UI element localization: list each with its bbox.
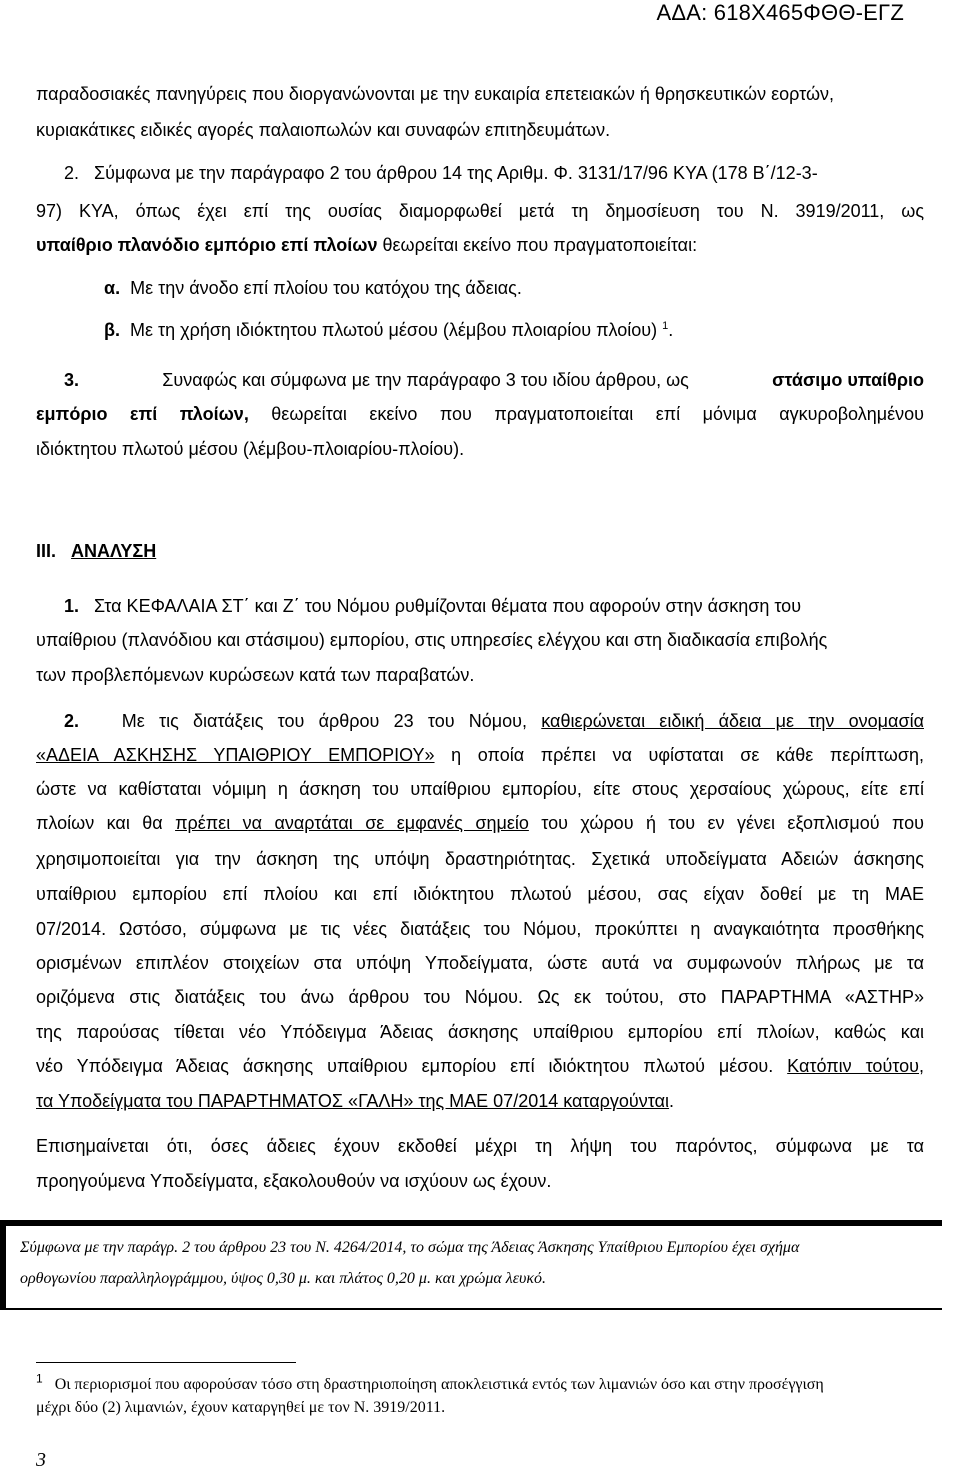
- section-heading: III. ΑΝΑΛΥΣΗ: [36, 541, 157, 561]
- item-3-line-3: ιδιόκτητου πλωτού μέσου (λέμβου-πλοιαρίου-πλοίου).: [36, 439, 465, 459]
- analysis-1-line-3: των προβλεπόμενων κυρώσεων κατά των παραβατών.: [36, 665, 475, 685]
- analysis-2-line-4: πλοίων και θα πρέπει να αναρτάται σε εμφανές σημείο του χώρου ή του εν γένει εξοπλισμού που: [36, 813, 924, 833]
- closing-line-1: Επισημαίνεται ότι, όσες άδειες έχουν εκδοθεί μέχρι τη λήψη του παρόντος, σύμφωνα με τα: [36, 1136, 924, 1156]
- analysis-2-line-7: 07/2014. Ωστόσο, σύμφωνα με τις νέες διατάξεις του Νόμου, προκύπτει η αναγκαιότητα προσθήκης: [36, 919, 924, 939]
- analysis-1-line-2: υπαίθριου (πλανόδιου και στάσιμου) εμπορίου, στις υπηρεσίες ελέγχου και στη διαδικασία επιβολής: [36, 630, 828, 650]
- footnote-line-2: μέχρι δύο (2) λιμανιών, έχουν καταργηθεί με τον Ν. 3919/2011.: [36, 1399, 446, 1416]
- note-box: [0, 1220, 942, 1310]
- analysis-2-line-6: υπαίθριου εμπορίου επί πλοίου και επί ιδιόκτητου πλωτού μέσου, σας είχαν δοθεί με τη ΜΑΕ: [36, 884, 924, 904]
- item-2-line-3: υπαίθριο πλανόδιο εμπόριο επί πλοίων θεωρείται εκείνο που πραγματοποιείται:: [36, 235, 698, 255]
- item-3-line-2: εμπόριο επί πλοίων, θεωρείται εκείνο που πραγματοποιείται επί μόνιμα αγκυροβολημένου: [36, 404, 924, 424]
- intro-line-1: παραδοσιακές πανηγύρεις που διοργανώνονται με την ευκαιρία επετειακών ή θρησκευτικών εορτών,: [36, 84, 835, 104]
- ada-code: ΑΔΑ: 618Χ465ΦΘΘ-ΕΓΖ: [656, 0, 904, 25]
- item-3-line-1: 3. Συναφώς και σύμφωνα με την παράγραφο 3 του ιδίου άρθρου, ως στάσιμο υπαίθριο: [64, 370, 924, 390]
- closing-line-2: προηγούμενα Υποδείγματα, εξακολουθούν να ισχύουν ως έχουν.: [36, 1171, 552, 1191]
- analysis-2-line-11: νέο Υπόδειγμα Άδειας άσκησης υπαίθριου εμπορίου επί ιδιόκτητου πλωτού μέσου. Κατόπιν τούτου,: [36, 1056, 924, 1076]
- analysis-2-line-2: «ΑΔΕΙΑ ΑΣΚΗΣΗΣ ΥΠΑΙΘΡΙΟΥ ΕΜΠΟΡΙΟΥ» η οποία πρέπει να υφίσταται σε κάθε περίπτωση,: [36, 745, 924, 765]
- note-line-1: Σύμφωνα με την παράγρ. 2 του άρθρου 23 του Ν. 4264/2014, το σώμα της Άδειας Άσκησης Υπαίθριου Εμπορίου έχει σχήμα: [20, 1239, 800, 1256]
- analysis-1-line-1: 1. Στα ΚΕΦΑΛΑΙΑ ΣΤ΄ και Ζ΄ του Νόμου ρυθμίζονται θέματα που αφορούν στην άσκηση του: [64, 596, 802, 616]
- analysis-2-line-1: 2. Με τις διατάξεις του άρθρου 23 του Νόμου, καθιερώνεται ειδική άδεια με την ονομασία: [64, 711, 924, 731]
- item-b: β. Με τη χρήση ιδιόκτητου πλωτού μέσου (λέμβου πλοιαρίου πλοίου) $^1$.: [104, 320, 674, 340]
- item-2-line-1: 2. Σύμφωνα με την παράγραφο 2 του άρθρου 14 της Αριθμ. Φ. 3131/17/96 ΚΥΑ (178 Β΄/12-3-: [64, 163, 818, 183]
- analysis-2-line-3: ώστε να καθίσταται νόμιμη η άσκηση του υπαίθριου εμπορίου, είτε στους χερσαίους χώρους, είτε επί: [36, 779, 924, 799]
- note-line-2: ορθογωνίου παραλληλογράμμου, ύψος 0,30 μ. και πλάτος 0,20 μ. και χρώμα λευκό.: [20, 1270, 547, 1287]
- page-number: 3: [36, 1449, 46, 1471]
- analysis-2-line-12: τα Υποδείγματα του ΠΑΡΑΡΤΗΜΑΤΟΣ «ΓΑΛΗ» της ΜΑΕ 07/2014 καταργούνται.: [36, 1091, 675, 1111]
- footnote-line-1: $^1$ Οι περιορισμοί που αφορούσαν τόσο στη δραστηριοποίηση αποκλειστικά εντός των λιμανιών όσο και στην προσέγγιση: [36, 1371, 824, 1393]
- item-2-line-2: 97) ΚΥΑ, όπως έχει επί της ουσίας διαμορφωθεί μετά τη δημοσίευση του Ν. 3919/2011, ως: [36, 201, 924, 221]
- analysis-2-line-10: της παρούσας τίθεται νέο Υπόδειγμα Άδειας άσκησης υπαίθριου εμπορίου επί πλοίων, καθώς και: [36, 1022, 924, 1042]
- footnote-separator: [36, 1362, 296, 1363]
- analysis-2-line-9: οριζόμενα στις διατάξεις του άνω άρθρου του Νόμου. Ως εκ τούτου, στο ΠΑΡΑΡΤΗΜΑ «ΑΣΤΗΡ»: [36, 987, 924, 1007]
- intro-line-2: κυριακάτικες ειδικές αγορές παλαιοπωλών και συναφών επιτηδευμάτων.: [36, 120, 611, 140]
- item-a: α. Με την άνοδο επί πλοίου του κατόχου της άδειας.: [104, 278, 522, 298]
- analysis-2-line-5: χρησιμοποιείται για την άσκηση της υπόψη δραστηριότητας. Σχετικά υποδείγματα Αδειών άσκησης: [36, 849, 924, 869]
- analysis-2-line-8: ορισμένων επιπλέον στοιχείων στα υπόψη Υποδείγματα, ώστε αυτά να συμφωνούν πλήρως με τα: [36, 953, 924, 973]
